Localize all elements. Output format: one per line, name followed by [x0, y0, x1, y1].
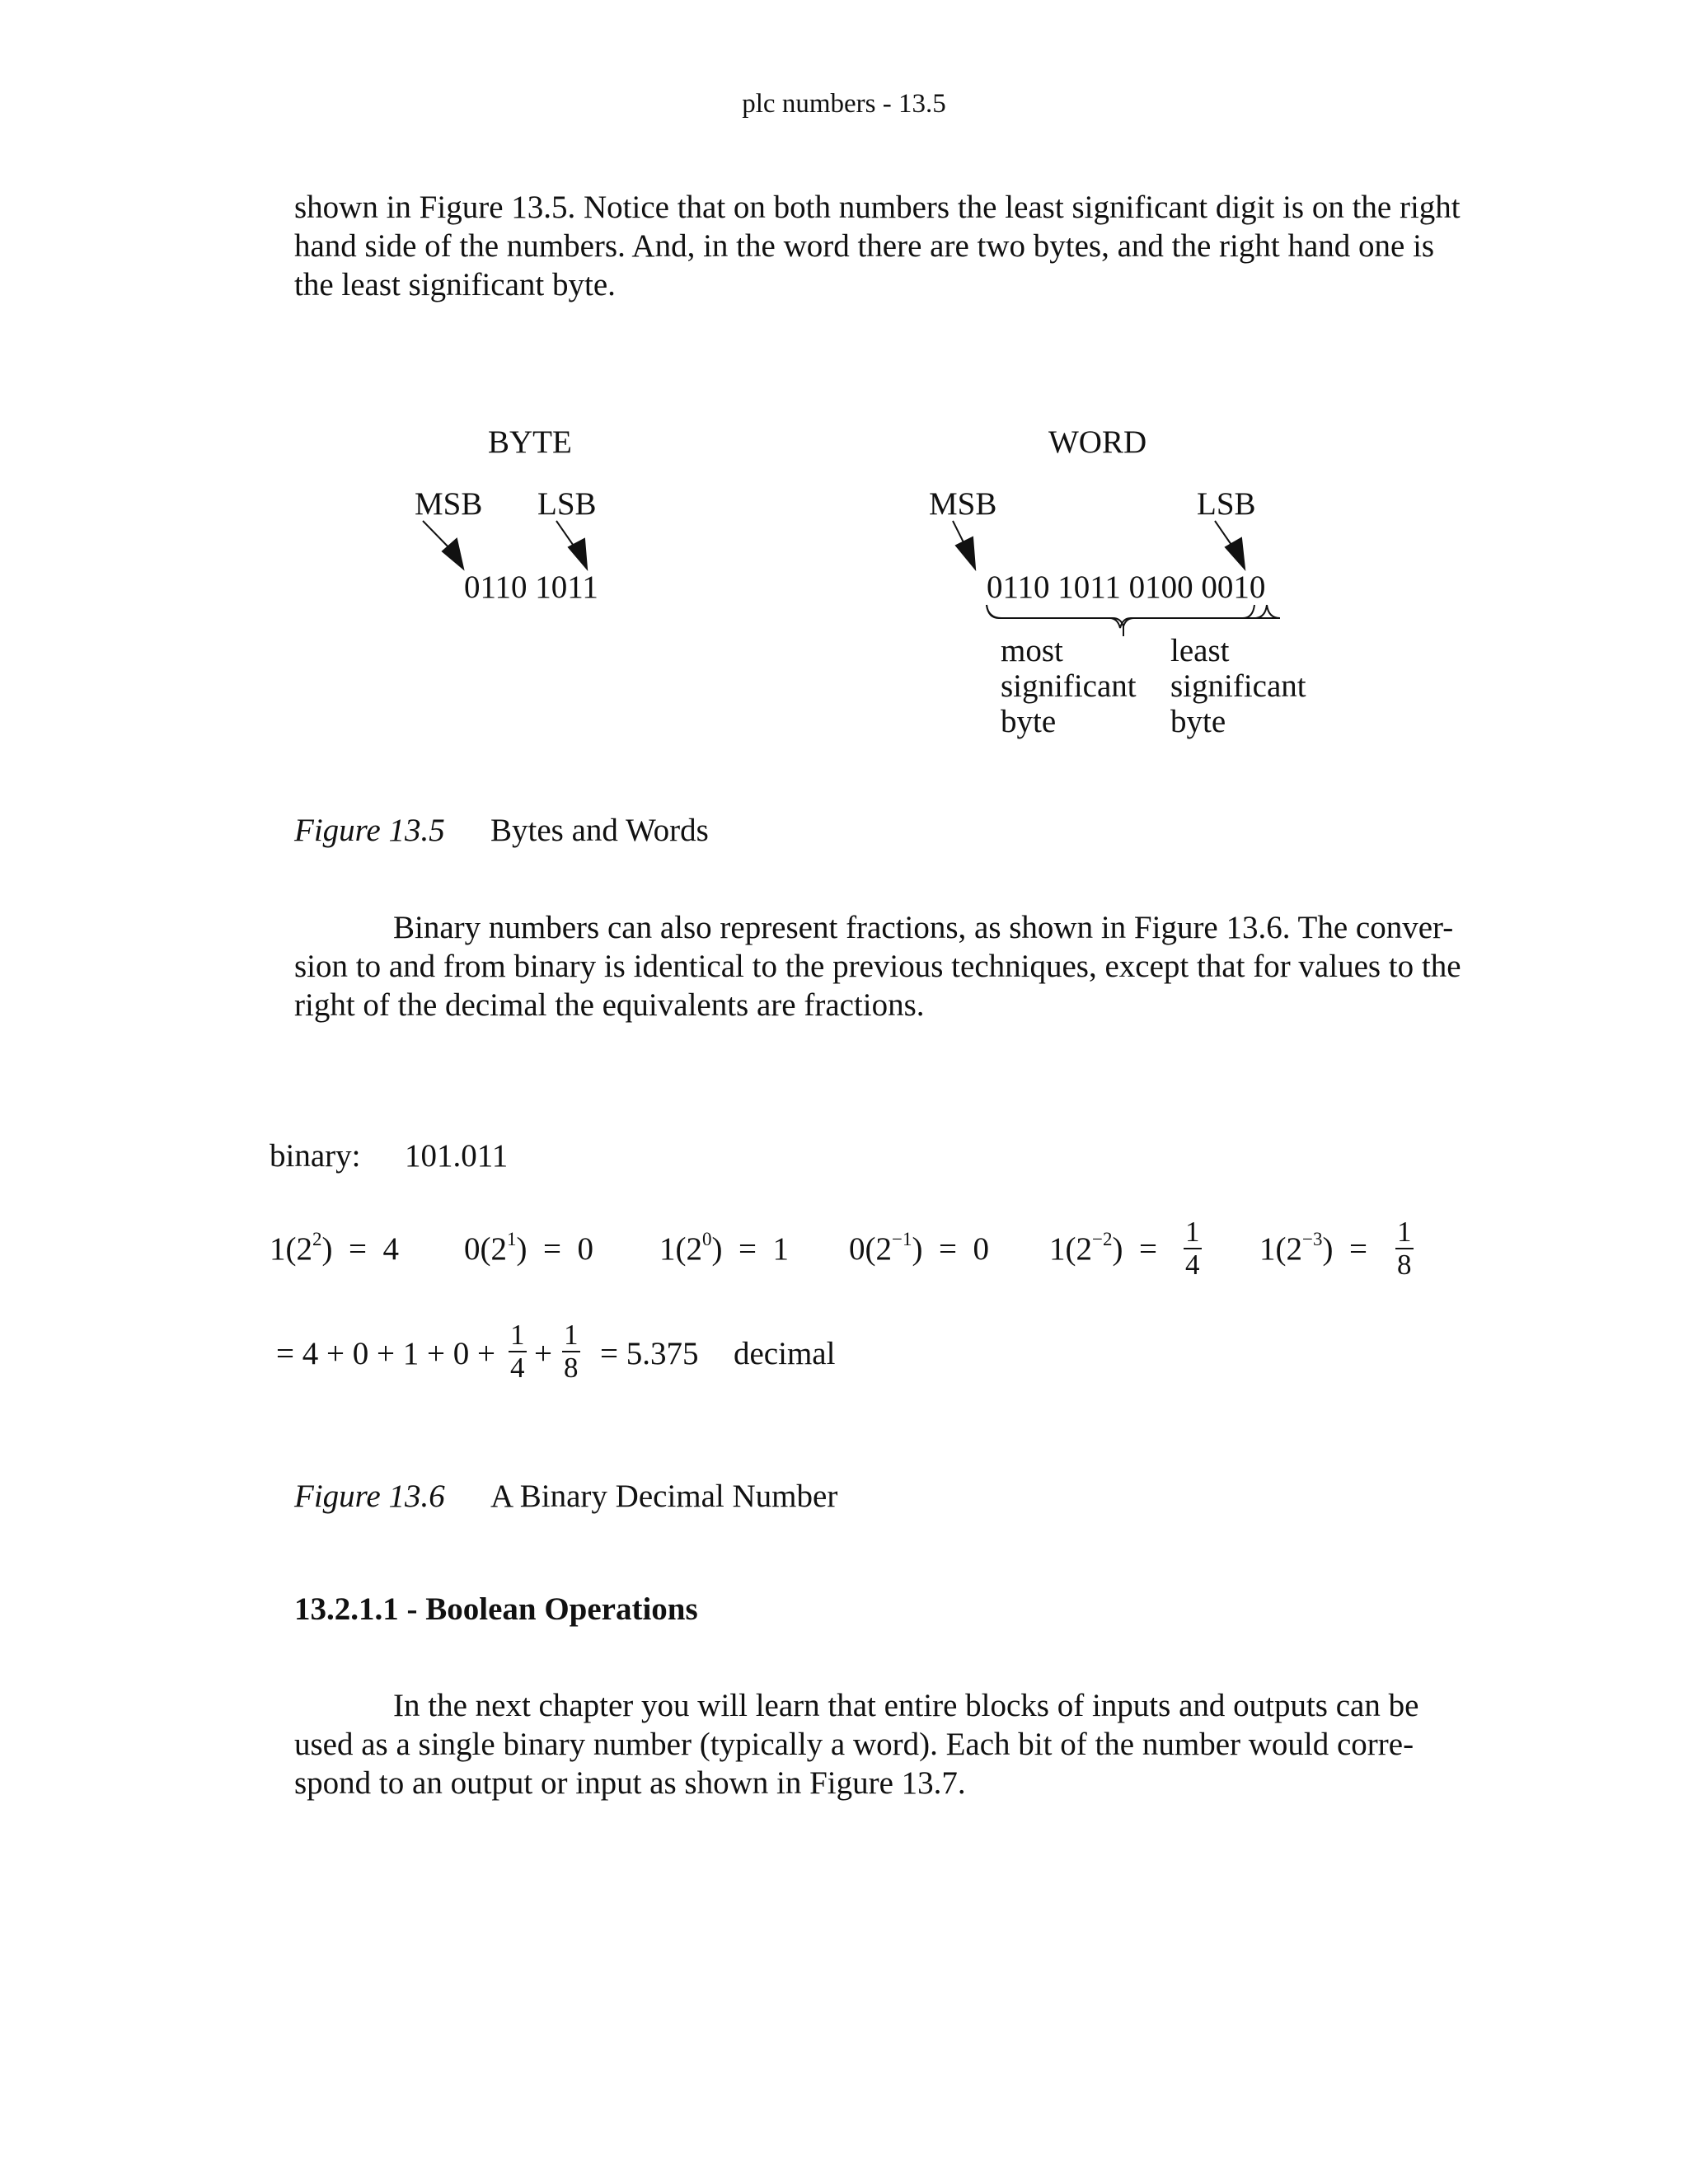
term-6-fraction	[1395, 1216, 1414, 1281]
byte-msb-label: MSB	[415, 486, 483, 522]
term-5-fraction	[1184, 1216, 1202, 1281]
figure-13-5-number: Figure 13.5	[294, 813, 445, 848]
boolean-line-2: used as a single binary number (typically a word). Each bit of the number would corre-	[294, 1727, 1414, 1762]
term-1: $1(2^2) = 4$	[270, 1229, 399, 1267]
word-brace-most	[987, 605, 1254, 628]
running-head: plc numbers - 13.5	[742, 89, 946, 119]
sum-plus: +	[534, 1336, 552, 1371]
figure-13-6-number: Figure 13.6	[294, 1479, 445, 1514]
sum-fraction-1	[509, 1319, 527, 1384]
figure-13-6-caption	[294, 1478, 837, 1515]
term-4-coef: 0	[849, 1231, 865, 1267]
term-5-numerator: 1	[1185, 1216, 1200, 1248]
intro-line-2: hand side of the numbers. And, in the word there are two bytes, and the right hand one is	[294, 228, 1435, 264]
term-6-exp: −3	[1302, 1229, 1323, 1249]
term-1-exp: 2	[312, 1229, 322, 1249]
term-1-coef: 1	[270, 1231, 286, 1267]
term-4-exp: −1	[892, 1229, 912, 1249]
figure-13-5-caption	[294, 812, 709, 849]
binary-value: 101.011	[404, 1138, 509, 1174]
term-6-coef: 1	[1259, 1231, 1276, 1267]
boolean-line-3: spond to an output or input as shown in Figure 13.7.	[294, 1765, 966, 1801]
term-6-numerator: 1	[1397, 1216, 1412, 1248]
sum-result: = 5.375	[600, 1336, 699, 1371]
term-5: $1(2^{-2})$ =	[1049, 1229, 1157, 1267]
term-3: $1(2^0) = 1$	[659, 1229, 789, 1267]
sum-fraction-2-denominator: 8	[564, 1352, 579, 1384]
term-3-result: 1	[772, 1231, 789, 1267]
byte-title: BYTE	[488, 424, 572, 460]
byte-lsb-label: LSB	[537, 486, 597, 522]
boolean-line-1: In the next chapter you will learn that entire blocks of inputs and outputs can be	[393, 1688, 1419, 1723]
figure-13-5-title: Bytes and Words	[490, 813, 709, 848]
fraction-line-1: Binary numbers can also represent fractions, as shown in Figure 13.6. The conver-	[393, 910, 1454, 945]
term-1-result: 4	[382, 1231, 399, 1267]
term-5-exp: −2	[1092, 1229, 1113, 1249]
term-2-exp: 1	[507, 1229, 517, 1249]
binary-label-row	[270, 1137, 508, 1174]
most-sig-line-3: byte	[1001, 704, 1057, 739]
term-4-result: 0	[973, 1231, 989, 1267]
byte-value: 0110 1011	[464, 569, 598, 605]
binary-label: binary:	[270, 1138, 361, 1174]
sum-prefix: = 4 + 0 + 1 + 0 +	[276, 1336, 495, 1371]
term-5-denominator: 4	[1185, 1249, 1200, 1281]
sum-fraction-1-denominator: 4	[510, 1352, 525, 1384]
term-3-exp: 0	[702, 1229, 712, 1249]
least-sig-line-1: least	[1170, 633, 1230, 668]
least-sig-line-3: byte	[1170, 704, 1226, 739]
sum-fraction-2-numerator: 1	[564, 1319, 579, 1351]
least-sig-line-2: significant	[1170, 668, 1306, 704]
fraction-paragraph	[294, 908, 1481, 1024]
word-lsb-label: LSB	[1197, 486, 1256, 522]
figure-13-6-title: A Binary Decimal Number	[490, 1479, 838, 1514]
sum-fraction-2	[562, 1319, 580, 1384]
section-heading: 13.2.1.1 - Boolean Operations	[294, 1591, 698, 1627]
boolean-paragraph	[294, 1686, 1481, 1802]
sum-fraction-1-numerator: 1	[510, 1319, 525, 1351]
intro-line-1: shown in Figure 13.5. Notice that on both numbers the least significant digit is on the right	[294, 190, 1461, 225]
word-msb-label: MSB	[929, 486, 997, 522]
term-5-coef: 1	[1049, 1231, 1066, 1267]
fraction-line-3: right of the decimal the equivalents are fractions.	[294, 987, 925, 1023]
term-6: $1(2^{-3})$ =	[1259, 1229, 1367, 1267]
word-value: 0110 1011 0100 0010	[987, 569, 1266, 605]
term-2-result: 0	[577, 1231, 593, 1267]
term-3-coef: 1	[659, 1231, 676, 1267]
fraction-line-2: sion to and from binary is identical to the previous techniques, except that for values to the	[294, 949, 1461, 984]
sum-unit: decimal	[734, 1336, 836, 1371]
term-2: $0(2^1) = 0$	[464, 1229, 593, 1267]
term-6-denominator: 8	[1397, 1249, 1412, 1281]
word-title: WORD	[1048, 424, 1147, 460]
intro-line-3: the least significant byte.	[294, 267, 616, 302]
most-sig-line-2: significant	[1001, 668, 1137, 704]
most-sig-line-1: most	[1001, 633, 1063, 668]
term-4: $0(2^{-1}) = 0$	[849, 1229, 989, 1267]
term-2-coef: 0	[464, 1231, 481, 1267]
